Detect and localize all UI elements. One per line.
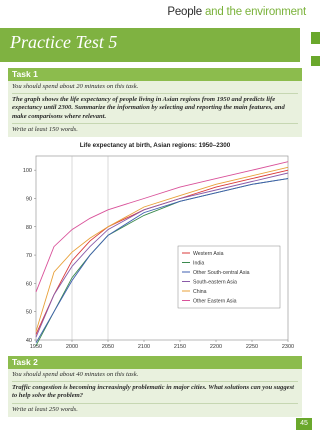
x-tick-label-2000: 2000 [65, 344, 79, 350]
section-header [167, 6, 306, 18]
task1-body [8, 81, 302, 137]
task2-word-count: Write at least 250 words. [12, 405, 78, 413]
task1-word-count: Write at least 150 words. [12, 125, 78, 133]
chart-title: Life expectancy at birth, Asian regions: 1950–2300 [79, 142, 231, 149]
task1-panel [8, 68, 302, 137]
y-tick-label-40: 40 [25, 338, 32, 344]
y-tick-label-50: 50 [25, 309, 32, 316]
x-tick-label-2200: 2200 [209, 344, 223, 350]
x-tick-label-1950: 1950 [29, 344, 43, 350]
task2-panel [8, 356, 302, 417]
life-expectancy-chart [10, 142, 300, 352]
legend-label-1: India [193, 260, 205, 267]
x-tick-label-2100: 2100 [137, 344, 151, 350]
task2-body [8, 369, 302, 417]
x-tick-label-2300: 2300 [281, 344, 295, 350]
legend-label-5: Other Eastern Asia [193, 298, 237, 305]
legend-label-4: China [193, 289, 207, 295]
header-word-people: People [167, 6, 202, 18]
y-tick-label-100: 100 [22, 168, 32, 175]
header-word-environment: and the environment [201, 6, 306, 18]
page-title: Practice Test 5 [10, 32, 118, 52]
task1-label: Task 1 [8, 68, 302, 81]
x-tick-label-2050: 2050 [101, 344, 115, 350]
side-tab-marker [311, 32, 320, 44]
y-tick-label-80: 80 [25, 224, 32, 231]
y-tick-label-60: 60 [25, 281, 32, 288]
task2-time: You should spend about 40 minutes on this task. [12, 371, 139, 378]
task1-time: You should spend about 20 minutes on this task. [12, 83, 139, 90]
task2-prompt: Traffic congestion is becoming increasingly problematic in major cities. What solutions can you suggest to help solve the problem? [12, 384, 294, 400]
task2-label: Task 2 [8, 356, 302, 369]
side-tab-marker-lower [311, 56, 320, 66]
x-tick-label-2250: 2250 [245, 344, 259, 350]
x-tick-label-2150: 2150 [173, 344, 187, 350]
chart-svg [10, 142, 300, 352]
y-tick-label-70: 70 [25, 253, 32, 260]
y-tick-label-90: 90 [25, 196, 32, 203]
title-banner [0, 28, 300, 62]
legend-label-0: Western Asia [193, 251, 224, 257]
legend-label-2: Other South-central Asia [193, 270, 250, 276]
page-number: 45 [296, 418, 312, 430]
task1-prompt: The graph shows the life expectancy of people living in Asian regions from 1950 and predicts life expectancy until 2300. Summarize the information by selecting and reporting the main features, and make comparisons where relevant. [12, 96, 285, 120]
legend-label-3: South-eastern Asia [193, 279, 237, 286]
